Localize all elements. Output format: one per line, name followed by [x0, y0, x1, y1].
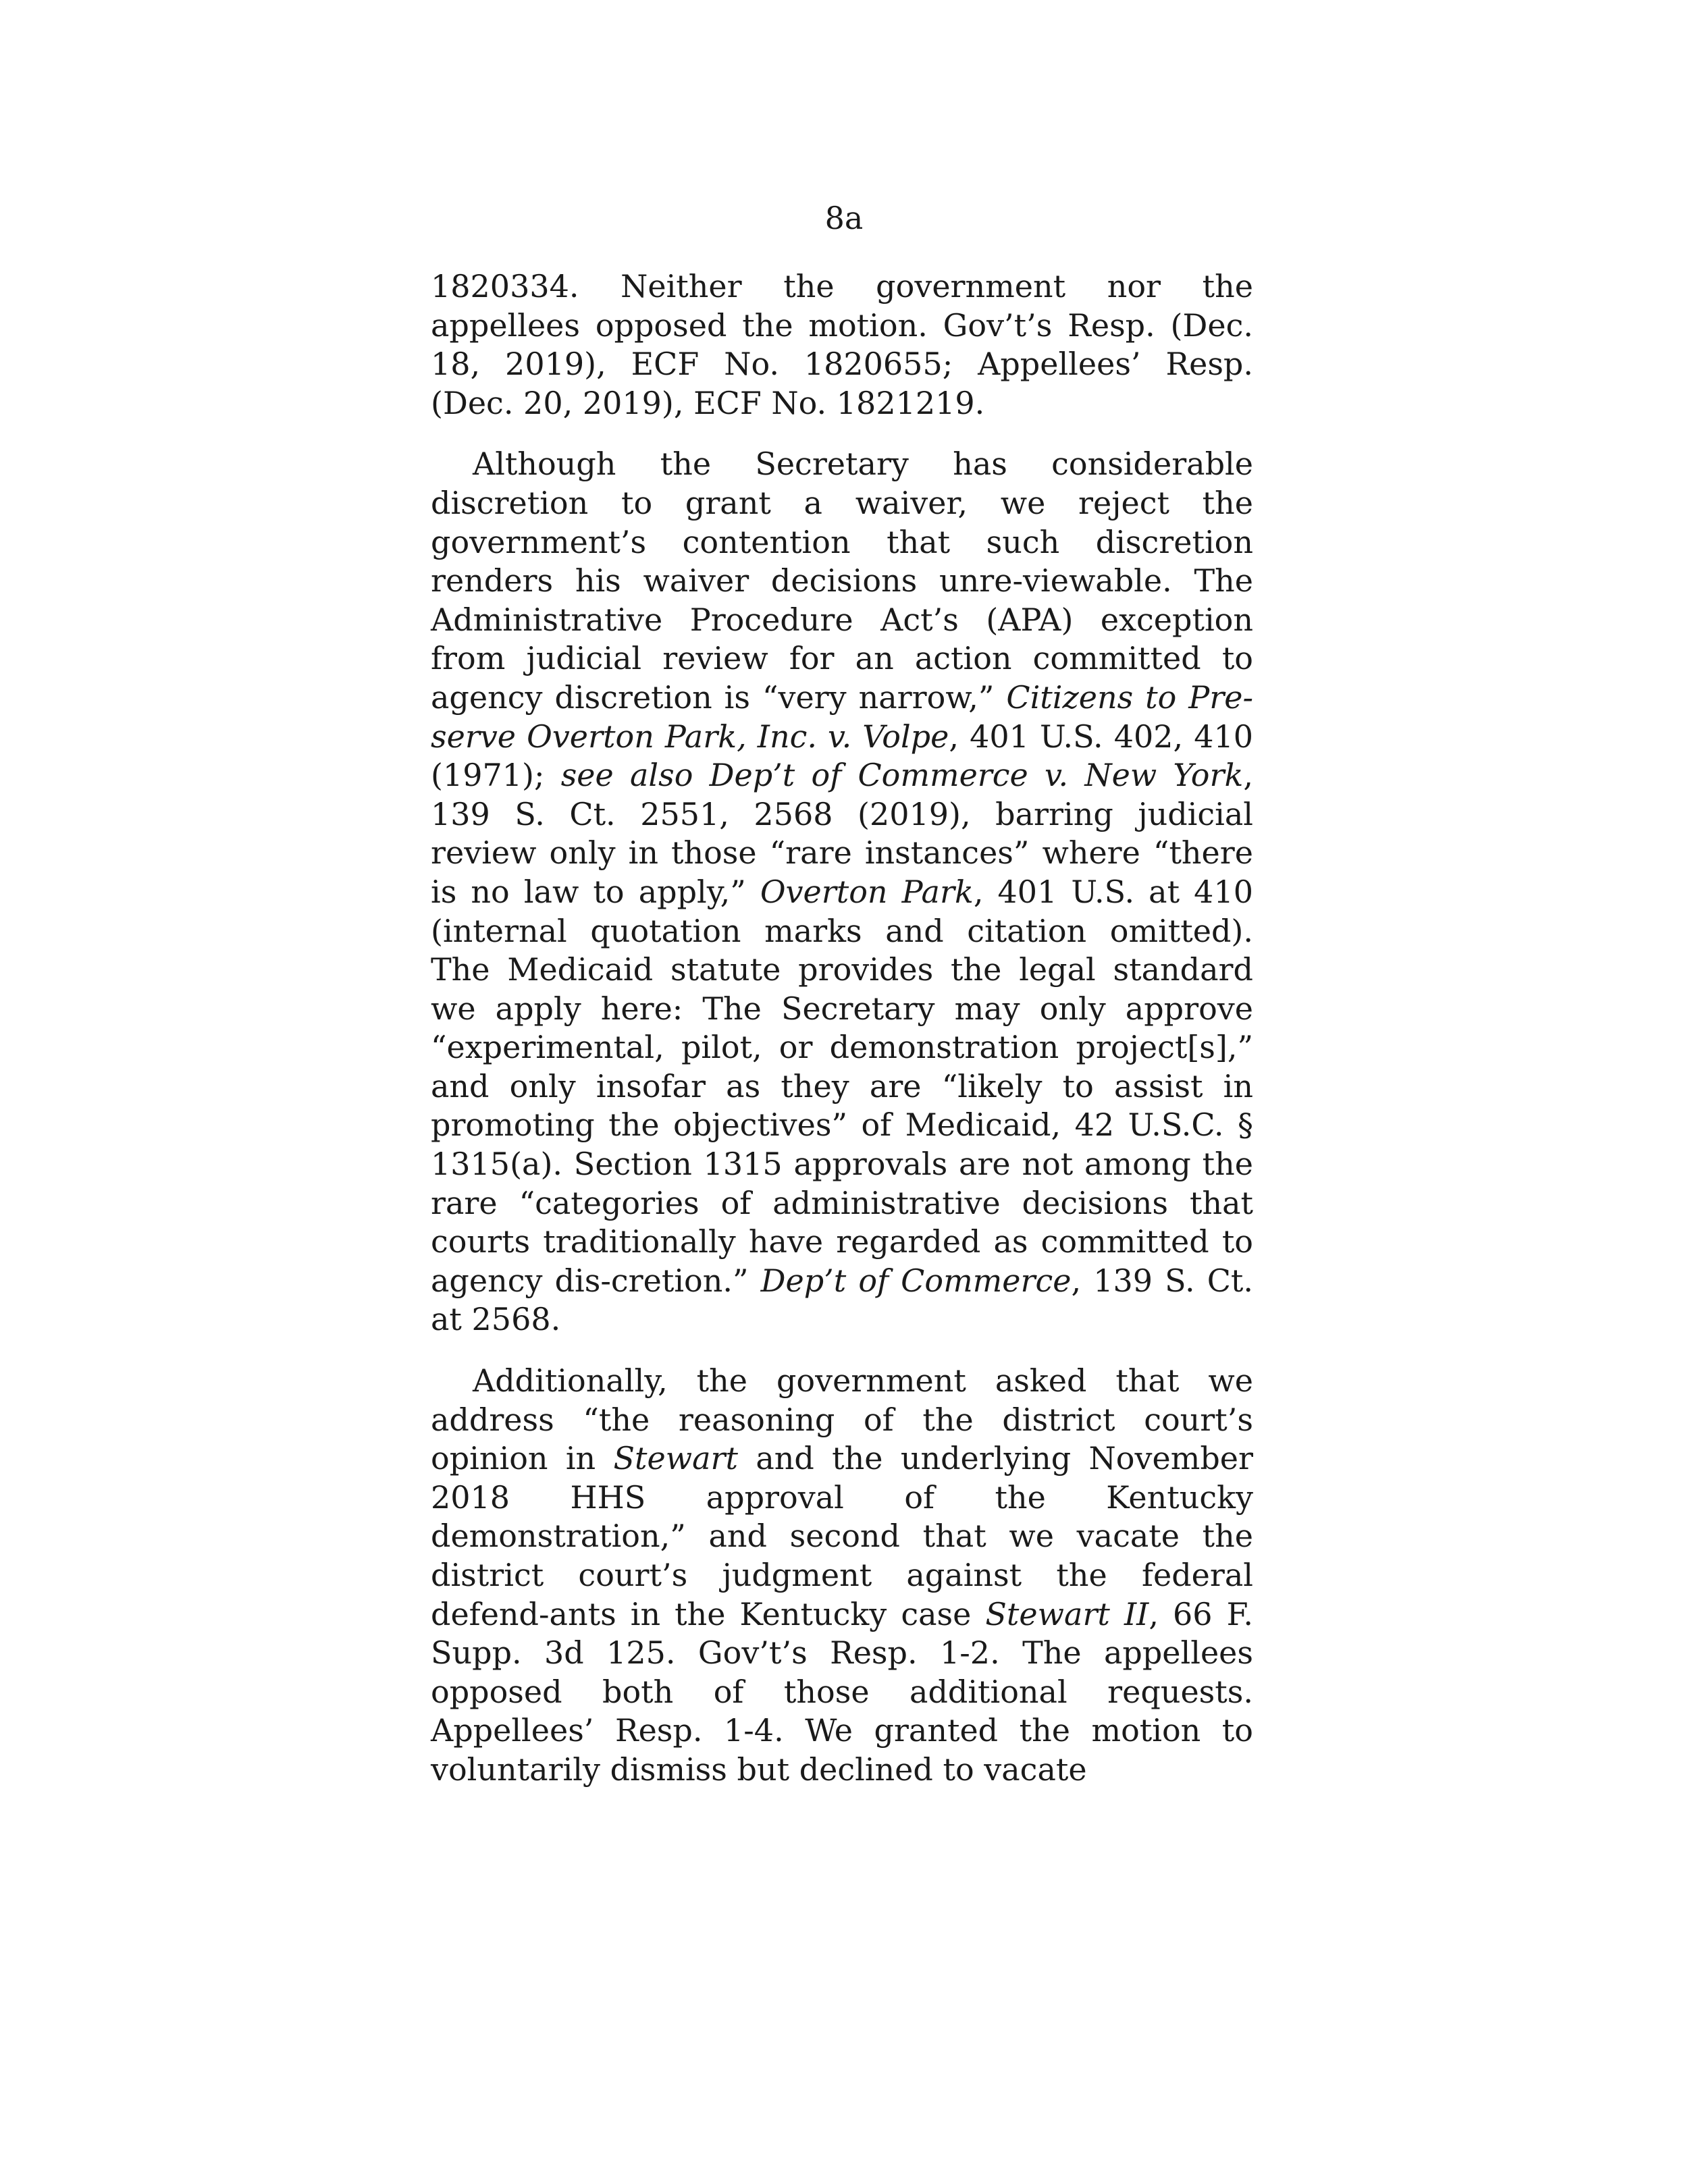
paragraph-reviewability [431, 445, 1253, 1339]
text-run: Although the Secretary has considerable discretion to grant a waiver, we reject the government’s contention that such discretion renders his waiver decisions unre-viewable. The Administrative Procedure Act’s (APA) exception from judicial review for an action committed to agency discretion is “very narrow,” [431, 446, 1253, 716]
citation-italic: Overton Park [760, 873, 974, 910]
text-run: 1820334. Neither the government nor the appellees opposed the motion. Gov’t’s Resp. (Dec. 18, 2019), ECF No. 1820655; Appellees’ Resp. (Dec. 20, 2019), ECF No. 1821219. [431, 268, 1253, 421]
citation-italic: Citizens to Pre-serve Overton Park, Inc. v. Volpe [431, 678, 1253, 755]
citation-italic: Dep’t of Commerce [760, 1262, 1072, 1299]
paragraph-continuation [431, 267, 1253, 423]
citation-italic: Stewart [613, 1440, 739, 1477]
text-run: , 139 S. Ct. 2551, 2568 (2019), barring judicial review only in those “rare instances” where “there is no law to apply,” [431, 757, 1253, 910]
text-run: Additionally, the government asked that we address “the reasoning of the district court’s opinion in [431, 1362, 1253, 1477]
text-run: , 66 F. Supp. 3d 125. Gov’t’s Resp. 1-2. The appellees opposed both of those additional requests. Appellees’ Resp. 1-4. We granted the motion to voluntarily dismiss but declined to vacate [431, 1595, 1253, 1788]
text-run: , 139 S. Ct. at 2568. [431, 1262, 1253, 1338]
page-number: 8a [824, 200, 864, 236]
paragraph-additional-requests [431, 1362, 1253, 1790]
text-run: , 401 U.S. 402, 410 (1971); [431, 718, 1253, 794]
text-run: and the underlying November 2018 HHS approval of the Kentucky demonstration,” and second that we vacate the district court’s judgment against the federal defend-ants in the Kentucky case [431, 1440, 1253, 1632]
citation-italic: see also Dep’t of Commerce v. New York [560, 757, 1244, 794]
citation-italic: Stewart II [985, 1595, 1149, 1632]
text-run: , 401 U.S. at 410 (internal quotation marks and citation omitted). The Medicaid statute provides the legal standard we apply here: The Secretary may only approve “experimental, pilot, or demonstration project[s],” and only insofar as they are “likely to assist in promoting the objectives” of Medicaid, 42 U.S.C. § 1315(a). Section 1315 approvals are not among the rare “categories of administrative decisions that courts traditionally have regarded as committed to agency dis-cretion.” [431, 873, 1253, 1299]
body-text [431, 267, 1253, 1790]
